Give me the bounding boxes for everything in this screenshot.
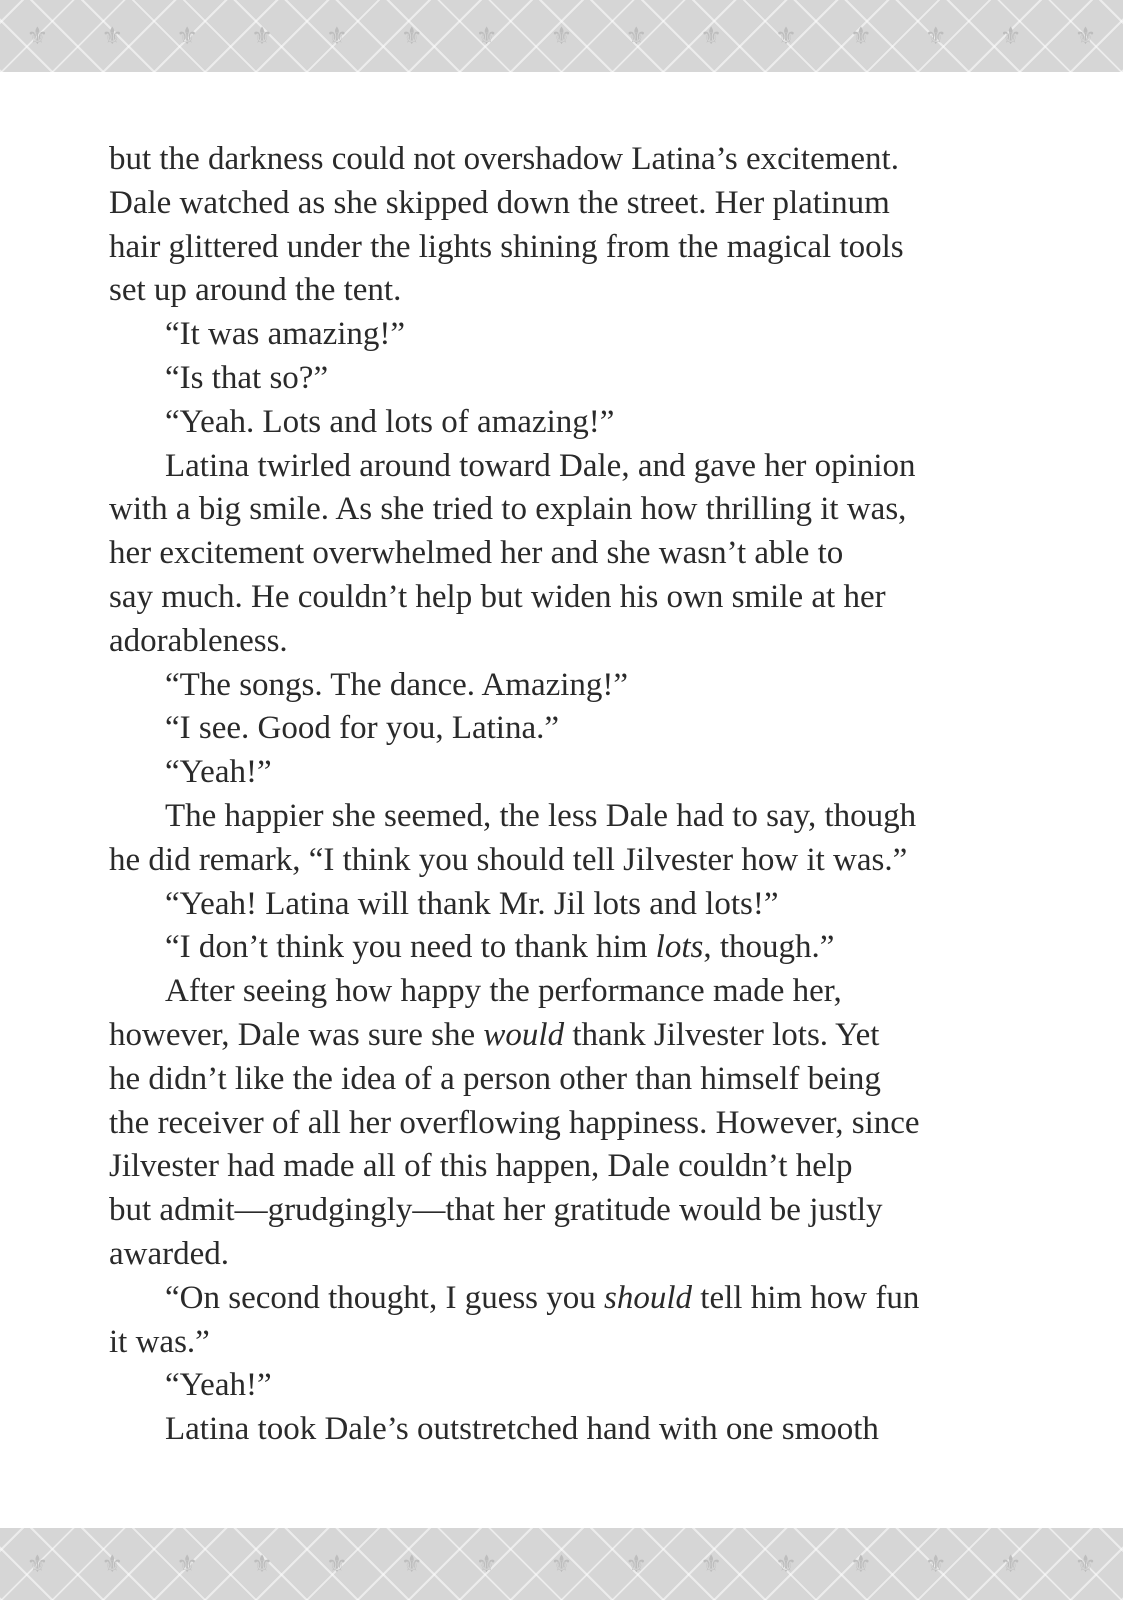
text-line: but admit—grudgingly—that her gratitude would be justly xyxy=(109,1192,883,1229)
emphasis-text: should xyxy=(604,1279,693,1316)
text-segment: “On second thought, I guess you xyxy=(165,1279,605,1316)
text-line xyxy=(109,1014,989,1058)
text-line: hair glittered under the lights shining from the magical tools xyxy=(109,228,904,265)
text-line: he did remark, “I think you should tell Jilvester how it was.” xyxy=(109,841,908,878)
emphasis-text: would xyxy=(483,1016,565,1053)
text-line xyxy=(109,926,989,970)
text-line: “Yeah. Lots and lots of amazing!” xyxy=(165,403,615,440)
fleur-pattern-icon: ⚜ ⚜ ⚜ ⚜ ⚜ ⚜ ⚜ ⚜ ⚜ ⚜ ⚜ ⚜ ⚜ ⚜ ⚜ xyxy=(26,1550,1097,1578)
text-segment: “I don’t think you need to thank him xyxy=(165,929,656,966)
text-line: the receiver of all her overflowing happiness. However, since xyxy=(109,1104,920,1141)
text-line: Latina twirled around toward Dale, and gave her opinion xyxy=(165,447,916,484)
text-segment: , though.” xyxy=(703,929,835,966)
text-line: Latina took Dale’s outstretched hand with one smooth xyxy=(165,1411,879,1448)
text-line: Jilvester had made all of this happen, Dale couldn’t help xyxy=(109,1148,853,1185)
text-line: “The songs. The dance. Amazing!” xyxy=(165,666,629,703)
text-line: “Yeah!” xyxy=(165,1367,272,1404)
text-line: with a big smile. As she tried to explain how thrilling it was, xyxy=(109,491,907,528)
text-line: but the darkness could not overshadow Latina’s excitement. xyxy=(109,141,899,177)
text-line: “Yeah! Latina will thank Mr. Jil lots and lots!” xyxy=(165,885,779,922)
text-line: “Yeah!” xyxy=(165,754,272,791)
fleur-pattern-icon: ⚜ ⚜ ⚜ ⚜ ⚜ ⚜ ⚜ ⚜ ⚜ ⚜ ⚜ ⚜ ⚜ ⚜ ⚜ xyxy=(26,22,1097,50)
text-segment: thank Jilvester lots. Yet xyxy=(564,1016,880,1053)
text-line: Dale watched as she skipped down the street. Her platinum xyxy=(109,184,890,221)
text-line: adorableness. xyxy=(109,622,288,659)
text-line: say much. He couldn’t help but widen his own smile at her xyxy=(109,578,886,615)
text-segment: however, Dale was sure she xyxy=(109,1016,484,1053)
text-line: “Is that so?” xyxy=(165,359,329,396)
text-line xyxy=(109,1277,989,1321)
text-line: it was.” xyxy=(109,1323,210,1360)
top-decorative-border xyxy=(0,0,1123,72)
text-line: set up around the tent. xyxy=(109,272,402,309)
text-line: The happier she seemed, the less Dale had to say, though xyxy=(165,797,917,834)
text-line: “I see. Good for you, Latina.” xyxy=(165,710,560,747)
text-segment: tell him how fun xyxy=(692,1279,920,1316)
text-line: her excitement overwhelmed her and she wasn’t able to xyxy=(109,535,844,572)
text-line: he didn’t like the idea of a person other than himself being xyxy=(109,1060,881,1097)
page-body-text xyxy=(109,138,989,1452)
text-line: After seeing how happy the performance made her, xyxy=(165,973,842,1010)
bottom-decorative-border xyxy=(0,1528,1123,1600)
text-line: “It was amazing!” xyxy=(165,316,406,353)
emphasis-text: lots xyxy=(655,929,704,966)
text-line: awarded. xyxy=(109,1235,230,1272)
